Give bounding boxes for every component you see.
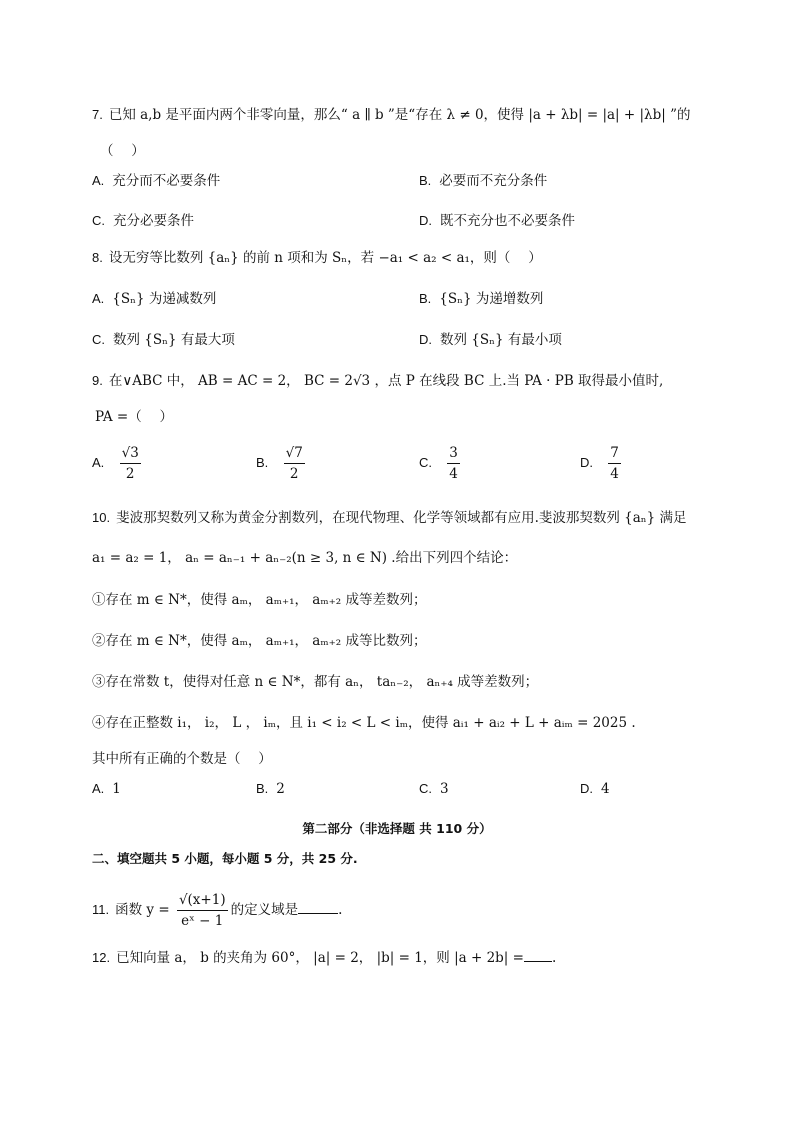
q10-stem-line2: a₁ = a₂ = 1， aₙ = aₙ₋₁ + aₙ₋₂(n ≥ 3, n ∈ N) .给出下列四个结论： — [92, 550, 518, 566]
q10-question: 其中所有正确的个数是（ ） — [92, 751, 272, 767]
q8-stem-text: 设无穷等比数列 {aₙ} 的前 n 项和为 Sₙ，若 −a₁ < a₂ < a₁，则（ ） — [108, 250, 542, 266]
q8-option-c[interactable]: C. 数列 {Sₙ} 有最大项 — [92, 332, 235, 348]
section-fill-in-heading: 二、填空题共 5 小题，每小题 5 分，共 25 分. — [92, 851, 358, 866]
q11-answer-blank[interactable] — [298, 899, 338, 914]
q7-option-d[interactable]: D. 既不充分也不必要条件 — [419, 213, 575, 229]
q10-option-d[interactable]: D. 4 — [580, 781, 610, 797]
q12-stem-text: 已知向量 a， b 的夹角为 60°， |a| = 2， |b| = 1，则 |a + 2b| = — [116, 950, 524, 966]
q11-post-text: 的定义域是 — [230, 902, 299, 918]
q9-option-b[interactable]: B. $\frac{√7}{2}$ — [256, 445, 303, 482]
q11-number: 11. — [92, 902, 110, 917]
q9-option-c[interactable]: C. $\frac{3}{4}$ — [419, 445, 458, 482]
q8-option-d[interactable]: D. 数列 {Sₙ} 有最小项 — [419, 332, 562, 348]
part2-title: 第二部分（非选择题 共 110 分） — [302, 821, 492, 836]
q12-stem: 12. 已知向量 a， b 的夹角为 60°， |a| = 2， |b| = 1，则 |a + 2b| = . — [92, 947, 556, 968]
q8-option-b[interactable]: B. {Sₙ} 为递增数列 — [419, 291, 544, 307]
q7-option-b[interactable]: B. 必要而不充分条件 — [419, 173, 548, 189]
q9-option-d[interactable]: D. $\frac{7}{4}$ — [580, 445, 619, 482]
q9-option-c-fraction: $\frac{3}{4}$ — [449, 445, 458, 482]
q10-statement-2: ②存在 m ∈ N*，使得 aₘ， aₘ₊₁， aₘ₊₂ 成等比数列； — [92, 633, 427, 649]
q12-answer-blank[interactable] — [524, 947, 552, 962]
q10-option-c[interactable]: C. 3 — [419, 781, 449, 797]
q11-function-lhs: 函数 y = — [115, 902, 170, 918]
q9-stem-text: 在∨ABC 中， AB = AC = 2， BC = 2√3 ，点 P 在线段 BC 上.当 PA · PB 取得最小值时, — [108, 373, 664, 389]
q10-statement-4: ④存在正整数 i₁， i₂， L ， iₘ，且 i₁ < i₂ < L < iₘ，使得 aᵢ₁ + aᵢ₂ + L + aᵢₘ = 2025 . — [92, 715, 636, 731]
q9-option-b-fraction: $\frac{√7}{2}$ — [285, 445, 303, 482]
q8-stem — [92, 248, 542, 268]
q11-fraction: $\frac{√(x+1)}{\text{eˣ − 1}}$ — [178, 892, 226, 929]
q10-statement-3: ③存在常数 t，使得对任意 n ∈ N*，都有 aₙ， taₙ₋₂， aₙ₊₄ 成等差数列； — [92, 674, 539, 690]
q7-option-a[interactable]: A. 充分而不必要条件 — [92, 173, 221, 189]
q10-statement-1: ①存在 m ∈ N*，使得 aₘ， aₘ₊₁， aₘ₊₂ 成等差数列； — [92, 592, 427, 608]
q9-option-d-fraction: $\frac{7}{4}$ — [610, 445, 619, 482]
q7-stem-text: 已知 a,b 是平面内两个非零向量，那么“ a ∥ b ”是“存在 λ ≠ 0，使得 |a + λb| = |a| + |λb| ”的 — [108, 107, 691, 123]
q10-stem — [92, 508, 687, 528]
q10-option-b[interactable]: B. 2 — [256, 781, 285, 797]
q7-number: 7. — [92, 107, 103, 122]
q9-number: 9. — [92, 373, 103, 388]
q10-stem-text: 斐波那契数列又称为黄金分割数列，在现代物理、化学等领域都有应用.斐波那契数列 {aₙ} 满足 — [116, 510, 687, 526]
q9-option-a[interactable]: A. $\frac{√3}{2}$ — [92, 445, 139, 482]
q7-option-c[interactable]: C. 充分必要条件 — [92, 213, 194, 229]
q10-number: 10. — [92, 510, 111, 525]
q11-stem: 11. 函数 y = $\frac{√(x+1)}{\text{eˣ − 1}}$ 的定义域是 . — [92, 892, 343, 929]
q10-option-a[interactable]: A. 1 — [92, 781, 121, 797]
q9-option-a-fraction: $\frac{√3}{2}$ — [121, 445, 139, 482]
q9-stem-line2: PA =（ ） — [95, 409, 173, 425]
q12-number: 12. — [92, 950, 111, 965]
q8-option-a[interactable]: A. {Sₙ} 为递减数列 — [92, 291, 217, 307]
q8-number: 8. — [92, 250, 103, 265]
q7-stem — [92, 105, 690, 125]
q7-answer-paren: （ ） — [100, 143, 145, 159]
q9-stem — [92, 371, 663, 391]
